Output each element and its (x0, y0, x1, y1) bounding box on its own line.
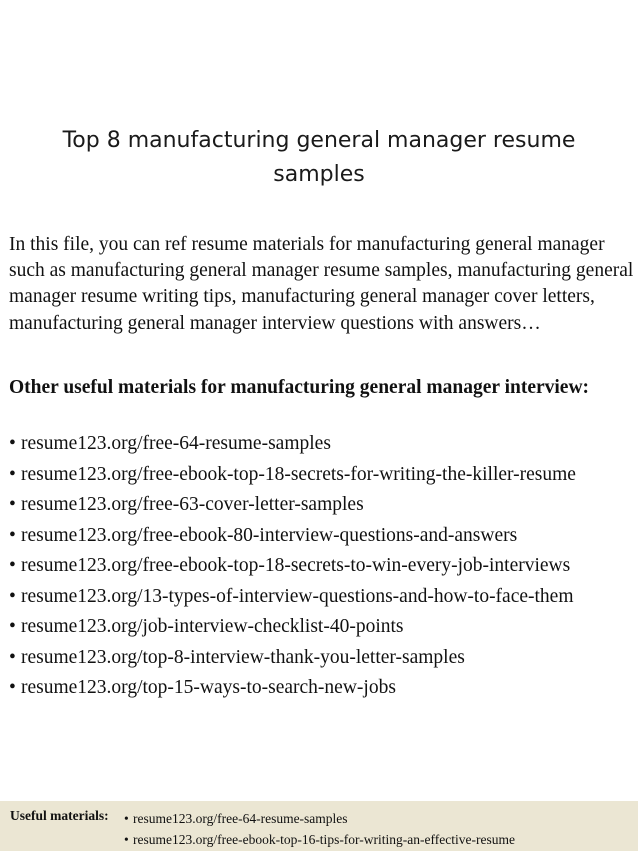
useful-materials-footer (0, 801, 638, 851)
list-item (9, 673, 638, 704)
page-title-line-2: samples (273, 162, 365, 187)
bullet-icon: • (9, 646, 16, 668)
bullet-icon: • (9, 677, 16, 698)
bullet-icon: • (9, 555, 16, 576)
footer-label-text: Useful materials (10, 808, 105, 823)
bullet-icon: • (9, 524, 16, 546)
list-item (9, 551, 638, 582)
footer-label (10, 808, 109, 824)
resource-link[interactable]: resume123.org/free-ebook-80-interview-questions-and-answers (21, 524, 518, 546)
resource-link[interactable]: resume123.org/free-63-cover-letter-samples (21, 494, 364, 515)
list-item (124, 829, 515, 850)
bullet-icon: • (9, 494, 16, 515)
list-item (9, 582, 638, 613)
bullet-icon: • (124, 811, 129, 826)
other-materials-heading: Other useful materials for manufacturing general manager interview: (9, 377, 590, 398)
bullet-icon: • (9, 585, 16, 607)
list-item (9, 643, 638, 674)
resource-link[interactable]: resume123.org/13-types-of-interview-questions-and-how-to-face-them (21, 585, 574, 607)
list-item (9, 490, 638, 521)
list-item (9, 460, 638, 491)
list-item (9, 521, 638, 552)
footer-link[interactable]: resume123.org/free-ebook-top-16-tips-for-writing-an-effective-resume (133, 832, 515, 847)
list-item (9, 612, 638, 643)
bullet-icon: • (9, 463, 16, 485)
resource-link[interactable]: resume123.org/free-64-resume-samples (21, 433, 331, 454)
resource-link[interactable]: resume123.org/job-interview-checklist-40-points (21, 616, 404, 637)
resource-link[interactable]: resume123.org/free-ebook-top-18-secrets-for-writing-the-killer-resume (21, 463, 576, 485)
list-item (9, 429, 638, 460)
resource-link[interactable]: resume123.org/top-8-interview-thank-you-letter-samples (21, 646, 465, 668)
resource-link[interactable]: resume123.org/free-ebook-top-18-secrets-to-win-every-job-interviews (21, 555, 571, 576)
resource-link-list (9, 429, 638, 704)
footer-link[interactable]: resume123.org/free-64-resume-samples (133, 811, 348, 826)
intro-paragraph: In this file, you can ref resume materials for manufacturing general manager such as manufacturing general manager resume samples, manufacturing general manager resume writing tips, manufacturing general manager cover letters, manufacturing general manager interview questions with answers… (9, 234, 634, 334)
page-title (20, 124, 618, 192)
list-item (124, 808, 515, 829)
page-title-line-1: Top 8 manufacturing general manager resume (62, 128, 576, 153)
resource-link[interactable]: resume123.org/top-15-ways-to-search-new-jobs (21, 677, 396, 698)
footer-label-separator: : (104, 808, 109, 823)
bullet-icon: • (124, 832, 129, 847)
bullet-icon: • (9, 433, 16, 454)
bullet-icon: • (9, 616, 16, 637)
footer-link-list (124, 808, 515, 850)
